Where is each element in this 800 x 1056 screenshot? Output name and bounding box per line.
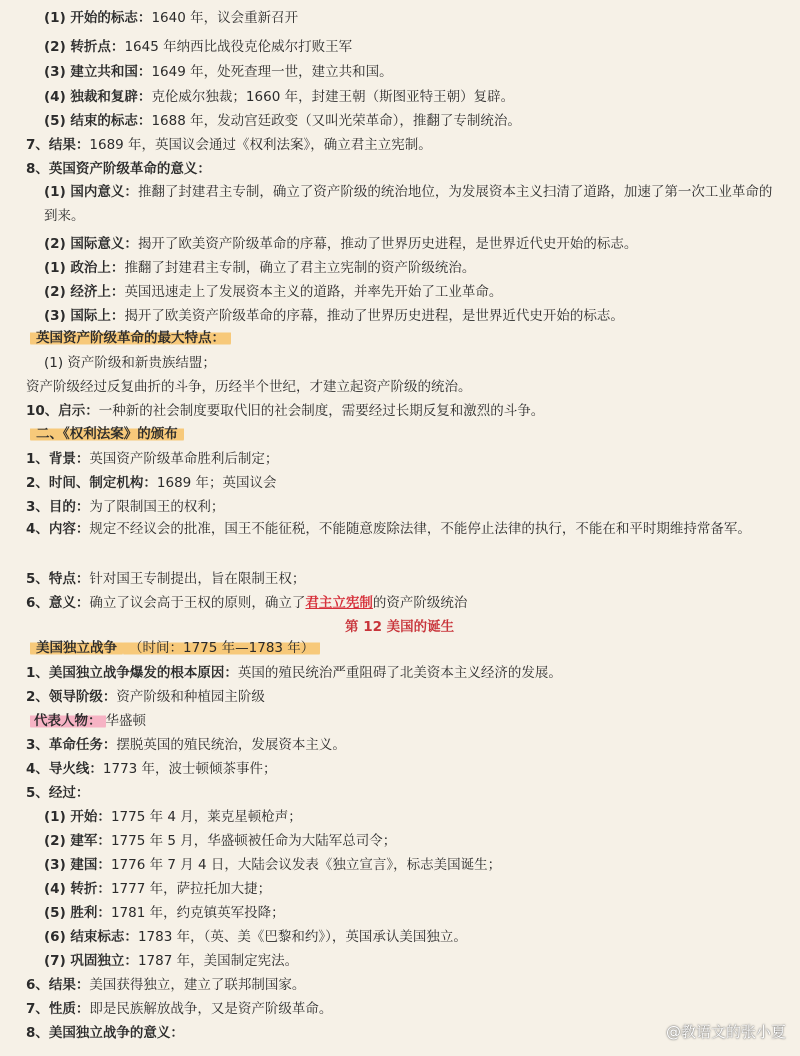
section-heading: 8、英国资产阶级革命的意义： xyxy=(26,161,211,177)
text-line: 资产阶级经过反复曲折的斗争，历经半个世纪，才建立起资产阶级的统治。 xyxy=(26,379,472,395)
text-line: (3) 国际上：揭开了欧美资产阶级革命的序幕，推动了世界历史进程，是世界近代史开始的标志。 xyxy=(44,308,624,324)
text-line: 7、性质：即是民族解放战争，又是资产阶级革命。 xyxy=(26,1001,333,1017)
text-line: 2、领导阶级：资产阶级和种植园主阶级 xyxy=(26,689,265,705)
section-heading: 8、美国独立战争的意义： xyxy=(26,1025,184,1041)
highlight-heading: 代表人物： 华盛顿 xyxy=(30,711,780,731)
text-line: (7) 巩固独立：1787 年，美国制定宪法。 xyxy=(44,953,299,969)
watermark: @教语文的张小夏 xyxy=(665,1023,786,1041)
text-line: (4) 转折：1777 年，萨拉托加大捷； xyxy=(44,881,272,897)
text-line: (1) 资产阶级和新贵族结盟； xyxy=(44,355,216,371)
text-line: 10、启示：一种新的社会制度要取代旧的社会制度，需要经过长期反复和激烈的斗争。 xyxy=(26,403,545,419)
text-line: 1、美国独立战争爆发的根本原因：英国的殖民统治严重阻碍了北美资本主义经济的发展。 xyxy=(26,665,562,681)
text-line: (6) 结束标志：1783 年，（英、美《巴黎和约》），英国承认美国独立。 xyxy=(44,929,467,945)
text-line: (5) 结束的标志：1688 年，发动宫廷政变（又叫光荣革命），推翻了专制统治。 xyxy=(44,113,521,129)
text-line: 1、背景：英国资产阶级革命胜利后制定； xyxy=(26,451,279,467)
text-line: (2) 经济上：英国迅速走上了发展资本主义的道路，并率先开始了工业革命。 xyxy=(44,284,503,300)
text-line: 6、意义：确立了议会高于王权的原则，确立了君主立宪制的资产阶级统治 xyxy=(26,595,468,611)
text-line: 7、结果：1689 年，英国议会通过《权利法案》，确立君主立宪制。 xyxy=(26,137,432,153)
highlight-heading: 英国资产阶级革命的最大特点： xyxy=(30,328,780,348)
text-line: (2) 转折点：1645 年纳西比战役克伦威尔打败王军 xyxy=(44,39,353,55)
text-line: (1) 政治上：推翻了封建君主专制，确立了君主立宪制的资产阶级统治。 xyxy=(44,260,476,276)
text-line: (4) 独裁和复辟：克伦威尔独裁；1660 年，封建王朝（斯图亚特王朝）复辟。 xyxy=(44,89,515,105)
chapter-title: 第 12 美国的诞生 xyxy=(345,619,455,635)
text-line: (3) 建国：1776 年 7 月 4 日，大陆会议发表《独立宣言》，标志美国诞生； xyxy=(44,857,502,873)
text-line: (5) 胜利：1781 年，约克镇英军投降； xyxy=(44,905,285,921)
text-line: 6、结果：美国获得独立，建立了联邦制国家。 xyxy=(26,977,306,993)
text-line: (2) 国际意义：揭开了欧美资产阶级革命的序幕，推动了世界历史进程，是世界近代史开始的标志。 xyxy=(44,236,638,252)
text-line: (3) 建立共和国：1649 年，处死查理一世，建立共和国。 xyxy=(44,64,393,80)
text-line: 2、时间、制定机构：1689 年；英国议会 xyxy=(26,475,277,491)
text-line: (1) 开始：1775 年 4 月，莱克星顿枪声； xyxy=(44,809,302,825)
text-line: 5、特点：针对国王专制提出，旨在限制王权； xyxy=(26,571,306,587)
text-line: (2) 建军：1775 年 5 月，华盛顿被任命为大陆军总司令； xyxy=(44,833,397,849)
text-line: 3、革命任务：摆脱英国的殖民统治，发展资本主义。 xyxy=(26,737,346,753)
highlight-heading: 二、《权利法案》的颁布 xyxy=(30,424,780,444)
text-line: 4、导火线：1773 年，波士顿倾茶事件； xyxy=(26,761,277,777)
highlight-heading: 美国独立战争 （时间：1775 年—1783 年） xyxy=(30,638,780,658)
text-paragraph: (1) 国内意义：推翻了封建君主专制，确立了资产阶级的统治地位，为发展资本主义扫清了道路，加速了第一次工业革命的到来。 xyxy=(44,184,773,224)
text-line: 3、目的：为了限制国王的权利； xyxy=(26,499,225,515)
text-paragraph: 4、内容：规定不经议会的批准，国王不能征税，不能随意废除法律，不能停止法律的执行，不能在和平时期维持常备军。 xyxy=(26,521,751,537)
text-line: 5、经过： xyxy=(26,785,90,801)
text-line: (1) 开始的标志：1640 年，议会重新召开 xyxy=(44,10,299,26)
